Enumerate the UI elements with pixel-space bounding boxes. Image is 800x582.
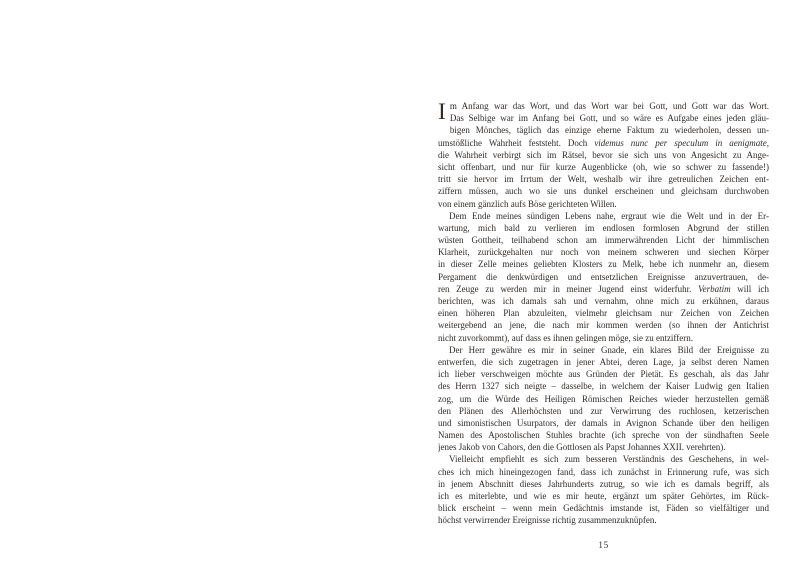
text-line: die Wahrheit verbirgt sich im Rätsel, bevor sie sich uns von Angesicht zu Ange- — [438, 149, 769, 160]
text-line: bigen Mönches, täglich das einzige eherne Faktum zu wiederholen, dessen un- — [449, 125, 769, 136]
text-line: entwerfen, die sich zugetragen in jener Abtei, deren Lage, ja selbst deren Namen — [438, 356, 769, 367]
text-line: blick erscheint – wenn mein Gedächtnis imstande ist, Fäden so vielfältiger und — [438, 503, 769, 514]
text-line: Dem Ende meines sündigen Lebens nahe, ergraut wie die Welt und in der Er- — [449, 210, 769, 221]
text-line: weitergebend an jene, die nach mir kommen werden (so ihnen der Antichrist — [438, 320, 769, 331]
text-line: jenes Jakob von Cahors, den die Gottlosen als Papst Johannes XXII. verehrten). — [438, 442, 726, 453]
text-line: Klarheit, zurückgehalten nur noch von meinem schweren und siechen Körper — [438, 247, 769, 258]
text-line: ren Zeuge zu werden mir in meiner Jugend einst widerfuhr. Verbatim will ich — [438, 283, 769, 294]
text-line: Pergament die denkwürdigen und entsetzlichen Ereignisse anzuvertrauen, de- — [438, 271, 769, 282]
text-line: zog, um die Würde des Heiligen Römischen Reiches wieder herzustellen gemäß — [438, 393, 769, 404]
text-line: umstößliche Wahrheit feststeht. Doch videmus nunc per speculum in aenigmate, — [438, 137, 769, 148]
text-line: m Anfang war das Wort, und das Wort war bei Gott, und Gott war das Wort. — [449, 101, 769, 111]
text-line: Der Herr gewähre es mir in seiner Gnade, ein klares Bild der Ereignisse zu — [449, 344, 769, 355]
text-line: sicht offenbart, und nur für kurze Augenblicke (oh, wie so schwer zu fassende!) — [438, 161, 769, 172]
text-line: und simonistischen Usurpators, der damals in Avignon Schande über den heiligen — [438, 417, 769, 428]
text-line: in jenem Abschnitt dieses Jahrhunderts zutrug, so wie ich es damals begriff, als — [438, 478, 769, 489]
text-line: des Herrn 1327 sich neigte – dasselbe, in welchem der Kaiser Ludwig gen Italien — [438, 381, 769, 392]
text-line: ches ich mich hineingezogen fand, dass ich zunächst in Erinnerung rufe, was sich — [438, 466, 769, 477]
text-line: Vielleicht empfiehlt es sich zum besseren Verständnis des Geschehens, in wel- — [449, 454, 769, 465]
paragraph — [438, 453, 769, 526]
text-line: ich lieber verschweigen möchte aus Gründen der Pietät. Es geschah, als das Jahr — [438, 369, 769, 380]
text-line: wüsten Gottheit, teilhabend schon am immerwährenden Licht der himmlischen — [438, 235, 769, 246]
text-line: wartung, mich bald zu verlieren im endlosen formlosen Abgrund der stillen — [438, 222, 769, 233]
text-line: berichten, was ich damals sah und vernahm, ohne mich zu erkühnen, daraus — [438, 296, 769, 306]
paragraphs — [438, 100, 769, 527]
text-line: einen höheren Plan abzuleiten, vielmehr gleichsam nur Zeichen von Zeichen — [438, 308, 769, 319]
text-line: Namen des Apostolischen Stuhles brachte (ich spreche von der sündhaften Seele — [438, 430, 769, 441]
paragraph — [438, 210, 769, 344]
paragraph — [438, 100, 769, 210]
paragraph — [438, 344, 769, 454]
drop-cap: I — [438, 99, 446, 125]
text-line: tritt sie hervor im Irrtum der Welt, weshalb wir ihre getreulichen Zeichen ent- — [438, 174, 769, 185]
text-line: in dieser Zelle meines geliebten Klosters zu Melk, hebe ich nunmehr an, diesem — [438, 259, 769, 270]
text-line: ich es miterlebte, und wie es mir heute, ergänzt um später Gehörtes, im Rück- — [438, 491, 769, 501]
text-line: höchst verwirrender Ereignisse richtig zusammenzuknüpfen. — [438, 515, 657, 526]
text-line: von einem gänzlich aufs Böse gerichteten Willen. — [438, 198, 617, 209]
text-line: den Plänen des Allerhöchsten und zur Verwirrung des ruchlosen, ketzerischen — [438, 405, 769, 416]
text-line: Das Selbige war im Anfang bei Gott, und so wäre es Aufgabe eines jeden gläu- — [449, 113, 769, 124]
text-line: nicht zuvorkommt), auf dass es ihnen gelingen möge, sie zu entziffern. — [438, 332, 694, 343]
page-number: 15 — [598, 540, 609, 551]
text-line: ziffern müssen, auch wo sie uns dunkel erscheinen und gleichsam durchwoben — [438, 186, 769, 197]
text-block — [438, 100, 769, 551]
